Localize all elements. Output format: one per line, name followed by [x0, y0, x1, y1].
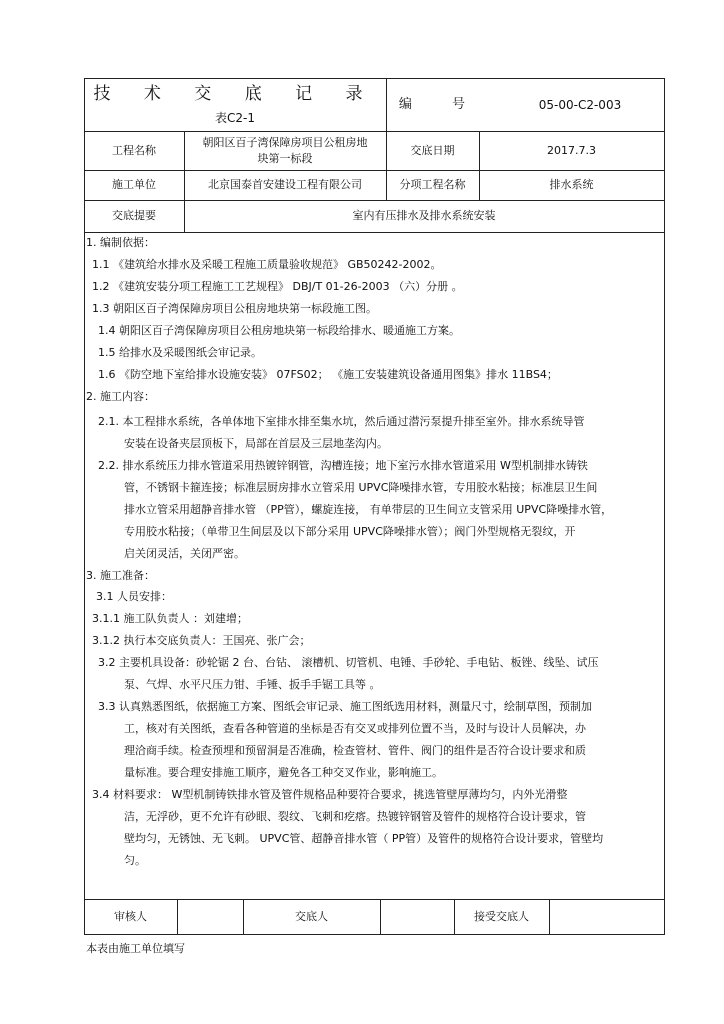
- body-line: 理洽商手续。检查预埋和预留洞是否准确，检查管材、管件、阀门的组件是否符合设计要求和质: [124, 744, 586, 757]
- contractor-label: 施工单位: [112, 178, 156, 191]
- body-line: 1.4 朝阳区百子湾保障房项目公租房地块第一标段给排水、暖通施工方案。: [98, 324, 460, 337]
- subproject-label: 分项工程名称: [399, 178, 466, 191]
- reviewer-label: 审核人: [114, 909, 147, 923]
- body-line: 3.1 人员安排：: [96, 590, 172, 603]
- body-line: 管，不锈钢卡箍连接；标准层厨房排水立管采用 UPVC降噪排水管，专用胶水粘接；标准层卫生间: [124, 481, 598, 494]
- reviewer-signature: [177, 899, 243, 934]
- project-name-line1: 朝阳区百子湾保障房项目公租房地: [202, 135, 368, 149]
- body-line: 1.3 朝阳区百子湾保障房项目公租房地块第一标段施工图。: [92, 302, 377, 315]
- summary-label: 交底提要: [112, 209, 156, 222]
- date-value: 2017.7.3: [547, 143, 596, 157]
- project-name-line2: 块第一标段: [257, 151, 313, 165]
- receiver-signature: [549, 899, 664, 934]
- body-line: 1.2 《建筑安装分项工程施工工艺规程》 DBJ/T 01-26-2003 （六）分册 。: [92, 280, 463, 293]
- body-line: 3.4 材料要求： W型机制铸铁排水管及管件规格品种要符合要求，挑选管壁厚薄均匀，内外光滑整: [92, 788, 568, 801]
- subproject-value: 排水系统: [549, 178, 594, 191]
- body-line: 工，核对有关图纸，查看各种管道的坐标是否有交叉或排列位置不当，及时与设计人员解决，办: [124, 722, 586, 735]
- body-line: 专用胶水粘接；（单带卫生间层及以下部分采用 UPVC降噪排水管）；阀门外型规格无裂纹，开: [124, 525, 576, 538]
- body-line: 量标准。要合理安排施工顺序，避免各工种交叉作业，影响施工。: [124, 766, 443, 779]
- discloser-signature: [380, 899, 454, 934]
- footer-note: 本表由施工单位填写: [86, 942, 185, 955]
- receiver-label: 接受交底人: [474, 909, 529, 923]
- project-name-value: [184, 131, 386, 170]
- date-label: 交底日期: [410, 143, 455, 157]
- body-line: 2. 施工内容：: [86, 390, 155, 403]
- body-line: 3.2 主要机具设备：砂轮锯 2 台、台钻、 滚槽机、切管机、电锤、手砂轮、手电钻、板锉、线坠、试压: [98, 656, 599, 669]
- summary-value: 室内有压排水及排水系统安装: [352, 209, 496, 222]
- body-line: 3.1.2 执行本交底负责人：王国亮、张广会；: [92, 634, 311, 647]
- body-line: 匀。: [124, 854, 146, 867]
- body-line: 启关闭灵活，关闭严密。: [124, 547, 245, 560]
- body-line: 壁均匀，无锈蚀、无飞刺。 UPVC管、超静音排水管（ PP管）及管件的规格符合设计要求，管壁均: [124, 832, 604, 845]
- body-line: 2.2. 排水系统压力排水管道采用热镀锌钢管，沟槽连接；地下室污水排水管道采用 W型机制排水铸铁: [98, 459, 588, 472]
- discloser-label: 交底人: [295, 909, 328, 923]
- body-line: 1.5 给排水及采暖图纸会审记录。: [98, 346, 262, 359]
- body-line: 1.1 《建筑给水排水及采暖工程施工质量验收规范》 GB50242-2002。: [92, 258, 442, 271]
- number-value: 05-00-C2-003: [538, 97, 622, 112]
- body-line: 安装在设备夹层顶板下，局部在首层及三层地垄沟内。: [124, 437, 388, 450]
- body-line: 1.6 《防空地下室给排水设施安装》 07FS02； 《施工安装建筑设备通用图集》排水 11BS4；: [98, 368, 558, 381]
- body-line: 3.1.1 施工队负责人 ：刘建增；: [92, 612, 248, 625]
- project-name-label: 工程名称: [112, 143, 156, 157]
- contractor-value: 北京国泰首安建设工程有限公司: [208, 178, 362, 191]
- document-title: 技 术 交 底 记 录: [93, 84, 377, 104]
- body-line: 2.1. 本工程排水系统，各单体地下室排水排至集水坑，然后通过潜污泵提升排至室外。排水系统导管: [98, 415, 585, 428]
- body-line: 3. 施工准备：: [86, 569, 155, 582]
- body-line: 1. 编制依据：: [86, 236, 155, 249]
- body-line: 泵、气焊、水平尺压力钳、手锤、扳手手锯工具等 。: [124, 678, 381, 691]
- form-number: 表C2-1: [215, 111, 255, 125]
- body-line: 洁，无浮砂，更不允许有砂眼、裂纹、飞刺和疙瘩。热镀锌钢管及管件的规格符合设计要求，管: [124, 810, 586, 823]
- body-line: 3.3 认真熟悉图纸，依据施工方案、图纸会审记录、施工图纸选用材料，测量尺寸，绘制草图，预制加: [98, 700, 592, 713]
- number-label: 编 号: [398, 96, 484, 112]
- body-line: 排水立管采用超静音排水管 （PP管），螺旋连接， 有单带层的卫生间立支管采用 UPVC降噪排水管，: [124, 503, 613, 516]
